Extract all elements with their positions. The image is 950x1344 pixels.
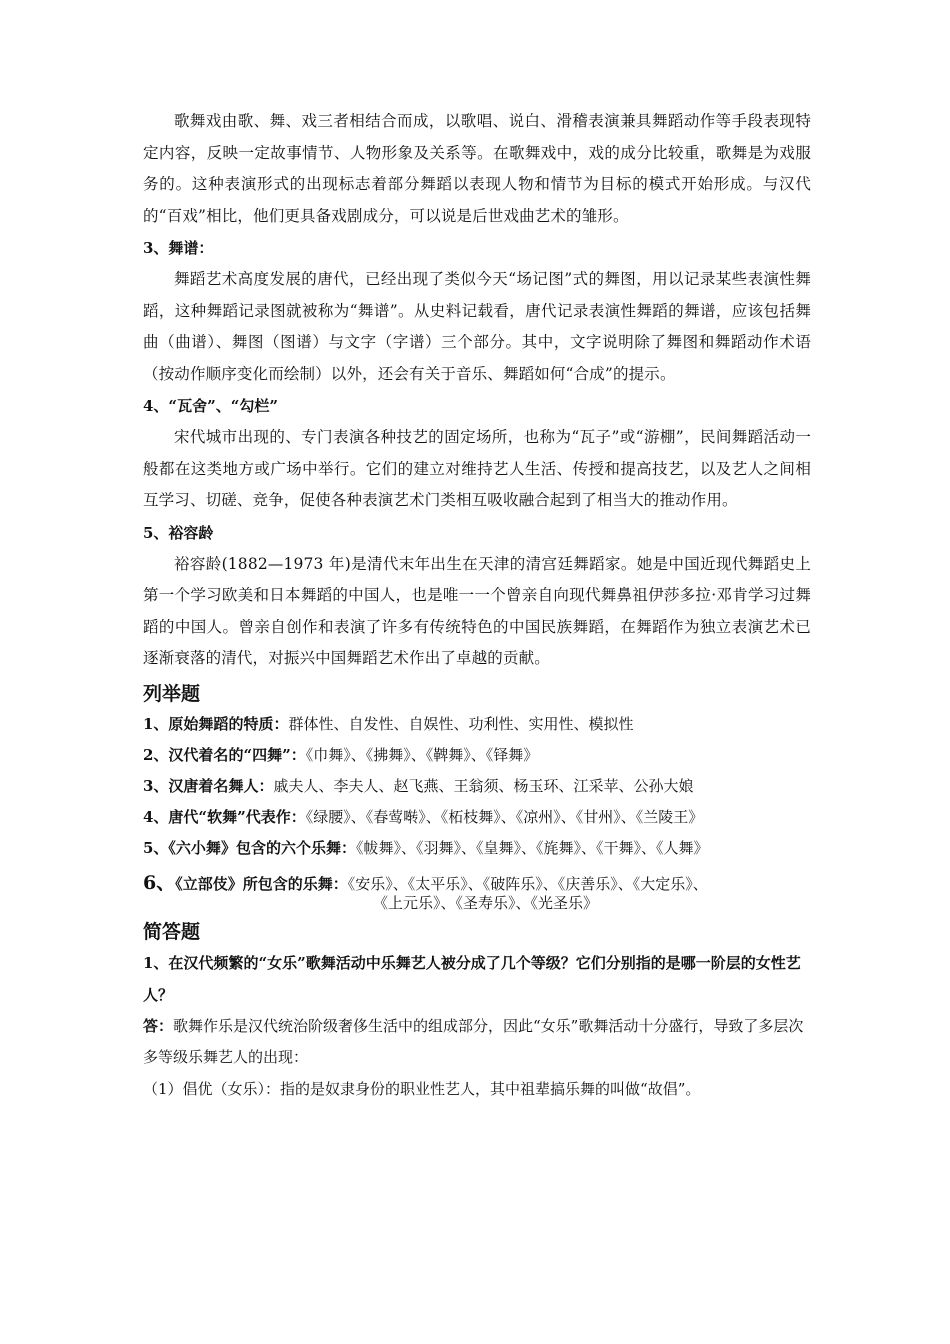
- paragraph-washe-goulan: 宋代城市出现的、专门表演各种技艺的固定场所，也称为“瓦子”或“游棚”，民间舞蹈活动一般都在这类地方或广场中举行。它们的建立对维持艺人生活、传授和提高技艺，以及艺人之间相互学习、切磋、竞争，促使各种表演艺术门类相互吸收融合起到了相当大的推动作用。: [143, 428, 811, 509]
- list-item-number: 6、: [143, 871, 176, 894]
- list-item-label: 2、汉代着名的“四舞”：: [143, 745, 306, 764]
- document-page: [143, 106, 811, 1105]
- list-item-label: 《立部伎》所包含的乐舞：: [175, 874, 348, 893]
- heading-yu-rongling: 5、裕容龄: [143, 523, 214, 542]
- list-item-value: 群体性、自发性、自娱性、功利性、实用性、模拟性: [288, 714, 634, 733]
- section-title-short-answer: 简答题: [143, 920, 201, 943]
- list-item-value: 《巾舞》、《拂舞》、《鞞舞》、《铎舞》: [305, 745, 539, 764]
- section-title-list: 列举题: [143, 682, 201, 705]
- answer-1: [143, 1011, 811, 1074]
- question-1: 1、在汉代频繁的“女乐”歌舞活动中乐舞艺人被分成了几个等级？它们分别指的是哪一阶层的女性艺人？: [143, 953, 801, 1004]
- list-item: [143, 709, 811, 740]
- list-item-value: 《绿腰》、《春莺啭》、《柘枝舞》、《凉州》、《甘州》、《兰陵王》: [305, 807, 704, 826]
- list-item: [143, 740, 811, 771]
- list-item: [143, 802, 811, 833]
- paragraph-gewuxi: 歌舞戏由歌、舞、戏三者相结合而成，以歌唱、说白、滑稽表演兼具舞蹈动作等手段表现特定内容，反映一定故事情节、人物形象及关系等。在歌舞戏中，戏的成分比较重，歌舞是为戏服务的。这种表演形式的出现标志着部分舞蹈以表现人物和情节为目标的模式开始形成。与汉代的“百戏”相比，他们更具备戏剧成分，可以说是后世戏曲艺术的雏形。: [143, 112, 811, 225]
- list-item-value: 戚夫人、李夫人、赵飞燕、王翁须、杨玉环、江采苹、公孙大娘: [273, 776, 694, 795]
- list-item-label: 3、汉唐着名舞人：: [143, 776, 274, 795]
- list-item-value-continued: 《上元乐》、《圣寿乐》、《光圣乐》: [373, 893, 599, 912]
- list-item-label: 5、《六小舞》包含的六个乐舞：: [143, 838, 356, 857]
- list-item-value: 《安乐》、《太平乐》、《破阵乐》、《庆善乐》、《大定乐》、: [347, 874, 708, 893]
- heading-washe-goulan: 4、“瓦舍”、“勾栏”: [143, 397, 278, 415]
- paragraph-yu-rongling: 裕容龄(1882—1973 年)是清代末年出生在天津的清宫廷舞蹈家。她是中国近现代舞蹈史上第一个学习欧美和日本舞蹈的中国人，也是唯一一个曾亲自向现代舞鼻祖伊莎多拉·邓肯学习过舞蹈的中国人。曾亲自创作和表演了许多有传统特色的中国民族舞蹈，在舞蹈作为独立表演艺术已逐渐衰落的清代，对振兴中国舞蹈艺术作出了卓越的贡献。: [143, 554, 811, 667]
- list-item: [143, 833, 811, 864]
- answer-label: 答：: [143, 1016, 174, 1035]
- answer-item-1: （1）倡优（女乐）：指的是奴隶身份的职业性艺人，其中祖辈搞乐舞的叫做“故倡”。: [143, 1079, 701, 1098]
- paragraph-wupu: 舞蹈艺术高度发展的唐代，已经出现了类似今天“场记图”式的舞图，用以记录某些表演性舞蹈，这种舞蹈记录图就被称为“舞谱”。从史料记载看，唐代记录表演性舞蹈的舞谱，应该包括舞曲（曲谱）、舞图（图谱）与文字（字谱）三个部分。其中，文字说明除了舞图和舞蹈动作术语（按动作顺序变化而绘制）以外，还会有关于音乐、舞蹈如何“合成”的提示。: [143, 270, 811, 383]
- list-item-6: [143, 871, 811, 913]
- heading-wupu: 3、舞谱：: [143, 239, 214, 257]
- list-item-label: 4、唐代“软舞”代表作：: [143, 807, 306, 826]
- list-item-value: 《帗舞》、《羽舞》、《皇舞》、《旄舞》、《干舞》、《人舞》: [355, 838, 709, 857]
- answer-text: 歌舞作乐是汉代统治阶级奢侈生活中的组成部分，因此“女乐”歌舞活动十分盛行，导致了多层次多等级乐舞艺人的出现：: [143, 1016, 804, 1066]
- list-item-label: 1、原始舞蹈的特质：: [143, 714, 289, 733]
- list-item: [143, 771, 811, 802]
